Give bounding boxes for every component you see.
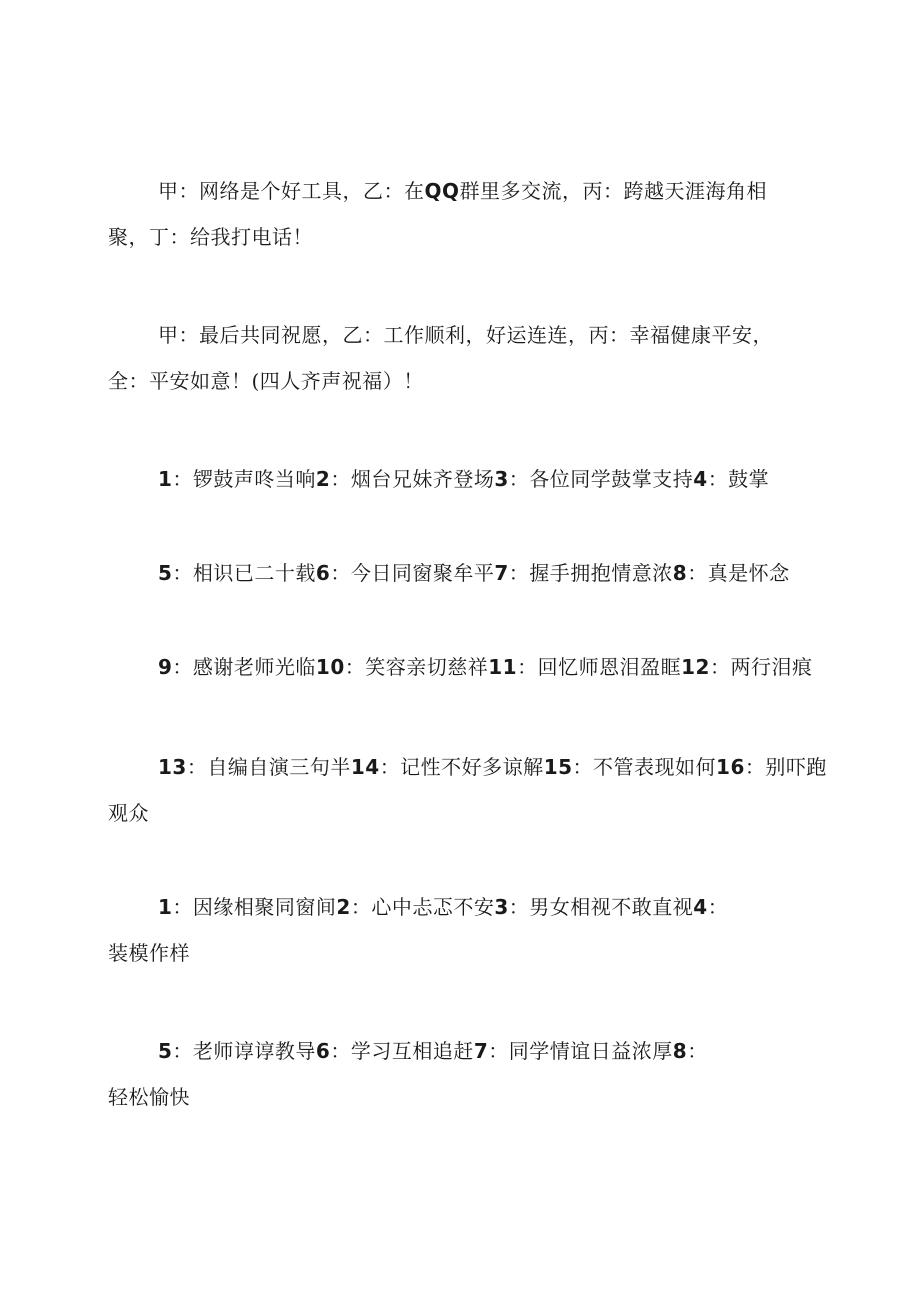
numeral-run: 7 xyxy=(473,1039,489,1063)
numeral-run: QQ xyxy=(424,179,460,203)
numeral-run: 6 xyxy=(315,1039,331,1063)
paragraph-verse-1 xyxy=(108,456,828,502)
paragraph-line: 甲：最后共同祝愿，乙：工作顺利，好运连连，丙：幸福健康平安， xyxy=(158,323,773,347)
numeral-run: 12 xyxy=(681,655,710,679)
paragraph-line: 全：平安如意！(四人齐声祝福）！ xyxy=(108,369,424,393)
numeral-run: 8 xyxy=(672,1039,688,1063)
paragraph-line: 5：相识已二十载6：今日同窗聚牟平7：握手拥抱情意浓8：真是怀念 xyxy=(158,561,790,585)
paragraph-line: 观众 xyxy=(108,801,149,825)
numeral-run: 4 xyxy=(693,467,708,491)
paragraph-verse-5 xyxy=(108,884,828,976)
paragraph-line: 轻松愉快 xyxy=(108,1085,190,1109)
numeral-run: 9 xyxy=(158,655,173,679)
paragraph-line: 甲：网络是个好工具，乙：在QQ群里多交流，丙：跨越天涯海角相 xyxy=(158,179,768,203)
numeral-run: 13 xyxy=(158,755,187,779)
paragraph-line: 1：因缘相聚同窗间2：心中忐忑不安3：男女相视不敢直视4： xyxy=(158,895,729,919)
paragraph-line: 聚，丁：给我打电话！ xyxy=(108,225,313,249)
paragraph-line: 5：老师谆谆教导6：学习互相追赶7：同学情谊日益浓厚8： xyxy=(158,1039,708,1063)
numeral-run: 16 xyxy=(716,755,745,779)
numeral-run: 10 xyxy=(315,655,345,679)
numeral-run: 4 xyxy=(693,895,708,919)
numeral-run: 15 xyxy=(543,755,573,779)
numeral-run: 2 xyxy=(336,895,351,919)
paragraph-line: 13：自编自演三句半14：记性不好多谅解15：不管表现如何16：别吓跑 xyxy=(158,755,827,779)
numeral-run: 11 xyxy=(488,655,518,679)
paragraph-verse-2 xyxy=(108,550,828,596)
numeral-run: 3 xyxy=(494,895,509,919)
paragraph-line: 装模作样 xyxy=(108,941,190,965)
numeral-run: 5 xyxy=(158,561,173,585)
paragraph-line: 9：感谢老师光临10：笑容亲切慈祥11：回忆师恩泪盈眶12：两行泪痕 xyxy=(158,655,813,679)
paragraph-dialogue-1 xyxy=(108,168,828,260)
numeral-run: 5 xyxy=(158,1039,173,1063)
paragraph-line: 1：锣鼓声咚当响2：烟台兄妹齐登场3：各位同学鼓掌支持4：鼓掌 xyxy=(158,467,770,491)
numeral-run: 8 xyxy=(672,561,688,585)
numeral-run: 7 xyxy=(494,561,509,585)
paragraph-verse-4 xyxy=(108,744,828,836)
numeral-run: 1 xyxy=(158,467,173,491)
numeral-run: 6 xyxy=(315,561,331,585)
numeral-run: 3 xyxy=(494,467,509,491)
paragraph-dialogue-2 xyxy=(108,312,828,404)
paragraph-verse-3 xyxy=(108,644,828,690)
numeral-run: 1 xyxy=(158,895,173,919)
numeral-run: 2 xyxy=(315,467,331,491)
numeral-run: 14 xyxy=(350,755,380,779)
paragraph-verse-6 xyxy=(108,1028,828,1120)
